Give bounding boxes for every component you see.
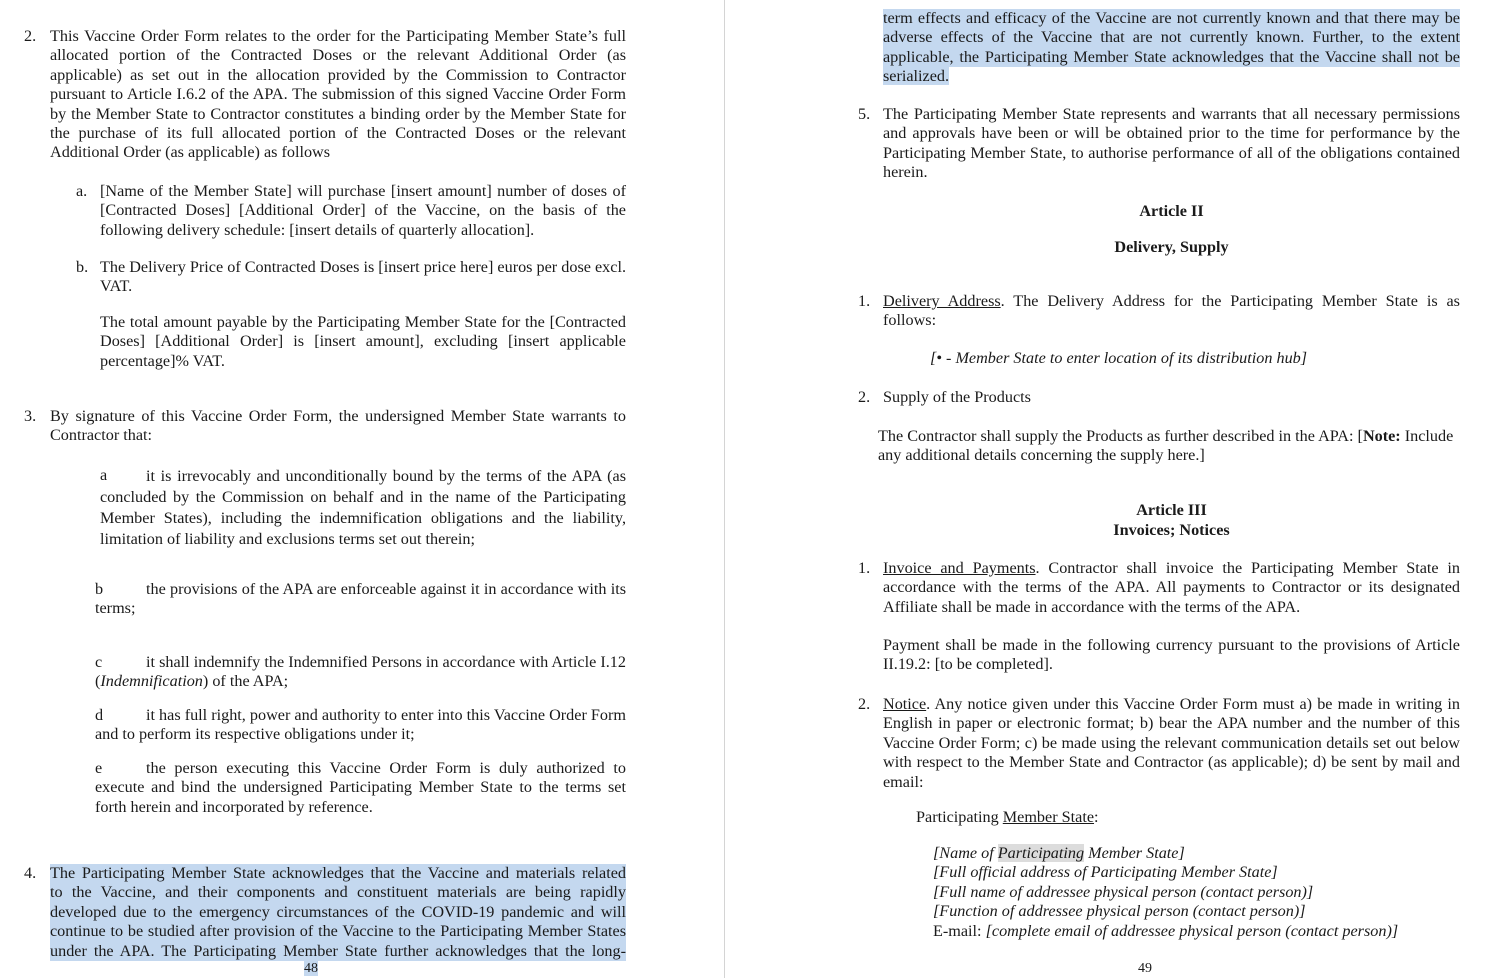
delivery-placeholder: [• - Member State to enter location of its distribution hub] [930,349,1308,367]
clause-2a-number: a. [76,182,88,200]
page-49 [725,0,1503,978]
clause-3c-number: c [95,653,103,671]
clause-2b-total: The total amount payable by the Participating Member State for the [Contracted Doses] [Additional Order] is [insert amount], excluding [insert applicable percentage]% VAT. [100,313,626,370]
clause-4-cont-line: term effects and efficacy of the Vaccine are not currently known and that there may be [883,9,1460,27]
page-48 [0,0,725,978]
clause-2b-number: b. [76,258,89,276]
payment-currency-text: Payment shall be made in the following currency pursuant to the provisions of Article II.19.2: [to be completed]. [883,636,1460,674]
clause-3-number: 3. [24,407,37,425]
clause-3c-text: it shall indemnify the Indemnified Persons in accordance with Article I.12 (Indemnification) of the APA; [95,653,626,691]
clause-4-line: to the Vaccine, and their components and constituent materials are being rapidly [50,883,626,902]
clause-4-line: continue to be studied after provision of the Vaccine to the Participating Member States [50,922,626,941]
clause-3e-number: e [95,759,103,777]
participating-member-state-label: Participating Member State: [916,808,1099,826]
clause-4-cont-line: applicable, the Participating Member State acknowledges that the Vaccine shall not be [883,47,1460,66]
clause-4-line: The Participating Member State acknowledges that the Vaccine and materials related [50,864,626,882]
clause-2-text: This Vaccine Order Form relates to the order for the Participating Member State’s full allocated portion of the Contracted Doses or the relevant Additional Order (as applicable) as set out in the allocation provided by the Commission to Contractor pursuant to Article I.6.2 of the APA. The submission of this signed Vaccine Order Form by the Member State to Contractor constitutes a binding order by the Member State for the purchase of its full allocated portion of the Contracted Doses or the relevant Additional Order (as applicable) as follows [50,27,626,162]
clause-5-text: The Participating Member State represents and warrants that all necessary permissions and approvals have been or will be obtained prior to the time for performance by the Participating Member State, to authorise performance of all of the obligations contained herein. [883,105,1460,182]
notice-text: Notice. Any notice given under this Vaccine Order Form must a) be made in writing in English in paper or electronic format; b) bear the APA number and the number of this Vaccine Order Form; c) be made using the relevant communication details set out below with respect to the Member State and Contractor (as applicable); d) be sent by mail and email: [883,695,1460,791]
clause-4-text [50,864,626,961]
contact-email: E-mail: [complete email of addressee physical person (contact person)] [933,921,1399,940]
clause-4-line: developed due to the emergency circumstances of the COVID-19 pandemic and will [50,902,626,921]
clause-5-number: 5. [858,105,871,123]
clause-2a-text: [Name of the Member State] will purchase [insert amount] number of doses of [Contracted Doses] [Additional Order] of the Vaccine, on the basis of the following delivery schedule: [insert details of quarterly allocation]. [100,182,626,239]
contact-function: [Function of addressee physical person (contact person)] [933,902,1306,921]
supply-text: The Contractor shall supply the Products as further described in the APA: [Note: Include any additional details concerning the supply here.] [878,427,1454,465]
page-number-49: 49 [1138,961,1152,976]
invoice-payments-text: Invoice and Payments. Contractor shall invoice the Participating Member State in accordance with the terms of the APA. All payments to Contractor or its designated Affiliate shall be made in accordance with the terms of the APA. [883,559,1460,616]
clause-4-cont-line: serialized. [883,67,950,86]
clause-3b-text: the provisions of the APA are enforceable against it in accordance with its terms; [95,580,626,618]
clause-2b-text: The Delivery Price of Contracted Doses is [insert price here] euros per dose excl. VAT. [100,258,626,296]
supply-heading: Supply of the Products [883,388,1031,406]
article-2-heading: Article II [1139,202,1204,220]
delivery-1-number: 1. [858,292,871,310]
contact-address: [Full official address of Participating Member State] [933,863,1278,882]
notice-2-number: 2. [858,695,871,713]
clause-4-number: 4. [24,864,37,882]
clause-3a-number: a [100,466,108,484]
clause-3a-text: it is irrevocably and unconditionally bound by the terms of the APA (as concluded by the Commission on behalf and in the name of the Participating Member States), including the indemnification obligations and the liability, limitation of liability and exclusions terms set out therein; [100,467,626,548]
clause-3e-text: the person executing this Vaccine Order Form is duly authorized to execute and bind the undersigned Participating Member State to the terms set forth herein and incorporated by reference. [95,759,626,816]
clause-3b-number: b [95,580,104,598]
clause-3d-text: it has full right, power and authority to enter into this Vaccine Order Form and to perform its respective obligations under it; [95,706,626,744]
article-3-title: Invoices; Notices [1113,521,1230,539]
page-number-48: 48 [304,961,318,976]
delivery-address-text: Delivery Address. The Delivery Address for the Participating Member State is as follows: [883,292,1460,330]
article-3-heading: Article III [1136,501,1207,519]
clause-3-text: By signature of this Vaccine Order Form, the undersigned Member State warrants to Contractor that: [50,407,626,445]
delivery-2-number: 2. [858,388,871,406]
article-2-title: Delivery, Supply [1114,238,1229,256]
contact-person: [Full name of addressee physical person (contact person)] [933,882,1314,901]
clause-4-cont-line: adverse effects of the Vaccine that are not currently known. Further, to the extent [883,28,1460,47]
contact-details-block [933,844,1453,941]
clause-4-line: under the APA. The Participating Member State further acknowledges that the long- [50,941,626,960]
clause-2-number: 2. [24,27,37,45]
clause-3d-number: d [95,706,104,724]
clause-4-continued [883,9,1460,87]
contact-name: [Name of Participating Member State] [933,844,1185,862]
invoice-1-number: 1. [858,559,871,577]
